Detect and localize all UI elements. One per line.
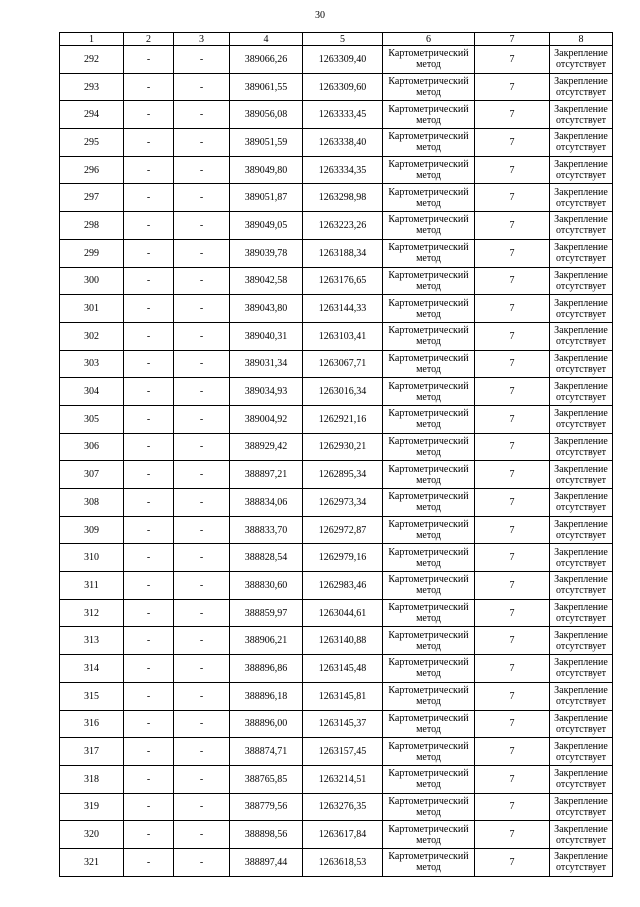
col7-cell: 7 xyxy=(475,627,550,655)
fixation-cell: Закрепление отсутствует xyxy=(550,73,613,101)
col3-cell: - xyxy=(174,544,230,572)
col2-cell: - xyxy=(124,73,174,101)
point-number-cell: 294 xyxy=(60,101,124,129)
method-cell: Картометрический метод xyxy=(383,101,475,129)
point-number-cell: 317 xyxy=(60,738,124,766)
point-number-cell: 310 xyxy=(60,544,124,572)
x-coordinate-cell: 388906,21 xyxy=(230,627,303,655)
col2-cell: - xyxy=(124,599,174,627)
col2-cell: - xyxy=(124,738,174,766)
table-row xyxy=(60,405,613,433)
y-coordinate-cell: 1263144,33 xyxy=(303,295,383,323)
col3-cell: - xyxy=(174,267,230,295)
col2-cell: - xyxy=(124,239,174,267)
point-number-cell: 312 xyxy=(60,599,124,627)
x-coordinate-cell: 389049,80 xyxy=(230,156,303,184)
x-coordinate-cell: 388834,06 xyxy=(230,489,303,517)
fixation-cell: Закрепление отсутствует xyxy=(550,793,613,821)
col7-cell: 7 xyxy=(475,433,550,461)
table-row xyxy=(60,544,613,572)
col7-cell: 7 xyxy=(475,516,550,544)
col7-cell: 7 xyxy=(475,129,550,157)
col3-cell: - xyxy=(174,433,230,461)
col7-cell: 7 xyxy=(475,765,550,793)
col7-cell: 7 xyxy=(475,710,550,738)
page-number: 30 xyxy=(315,10,325,21)
col2-cell: - xyxy=(124,129,174,157)
fixation-cell: Закрепление отсутствует xyxy=(550,544,613,572)
method-cell: Картометрический метод xyxy=(383,682,475,710)
point-number-cell: 302 xyxy=(60,322,124,350)
x-coordinate-cell: 388929,42 xyxy=(230,433,303,461)
column-header: 2 xyxy=(124,33,174,46)
col2-cell: - xyxy=(124,267,174,295)
method-cell: Картометрический метод xyxy=(383,156,475,184)
y-coordinate-cell: 1263103,41 xyxy=(303,322,383,350)
fixation-cell: Закрепление отсутствует xyxy=(550,461,613,489)
point-number-cell: 304 xyxy=(60,378,124,406)
method-cell: Картометрический метод xyxy=(383,461,475,489)
col3-cell: - xyxy=(174,295,230,323)
col7-cell: 7 xyxy=(475,101,550,129)
fixation-cell: Закрепление отсутствует xyxy=(550,212,613,240)
y-coordinate-cell: 1263145,37 xyxy=(303,710,383,738)
point-number-cell: 299 xyxy=(60,239,124,267)
col7-cell: 7 xyxy=(475,295,550,323)
col3-cell: - xyxy=(174,378,230,406)
point-number-cell: 313 xyxy=(60,627,124,655)
method-cell: Картометрический метод xyxy=(383,489,475,517)
point-number-cell: 293 xyxy=(60,73,124,101)
x-coordinate-cell: 389039,78 xyxy=(230,239,303,267)
method-cell: Картометрический метод xyxy=(383,46,475,74)
col7-cell: 7 xyxy=(475,212,550,240)
fixation-cell: Закрепление отсутствует xyxy=(550,627,613,655)
col3-cell: - xyxy=(174,572,230,600)
table-row xyxy=(60,765,613,793)
fixation-cell: Закрепление отсутствует xyxy=(550,184,613,212)
col2-cell: - xyxy=(124,627,174,655)
col7-cell: 7 xyxy=(475,73,550,101)
method-cell: Картометрический метод xyxy=(383,599,475,627)
table-row xyxy=(60,322,613,350)
column-header: 4 xyxy=(230,33,303,46)
method-cell: Картометрический метод xyxy=(383,350,475,378)
y-coordinate-cell: 1263617,84 xyxy=(303,821,383,849)
table-row xyxy=(60,599,613,627)
col7-cell: 7 xyxy=(475,821,550,849)
col7-cell: 7 xyxy=(475,572,550,600)
point-number-cell: 318 xyxy=(60,765,124,793)
method-cell: Картометрический метод xyxy=(383,655,475,683)
y-coordinate-cell: 1263176,65 xyxy=(303,267,383,295)
col3-cell: - xyxy=(174,73,230,101)
fixation-cell: Закрепление отсутствует xyxy=(550,599,613,627)
fixation-cell: Закрепление отсутствует xyxy=(550,267,613,295)
x-coordinate-cell: 388765,85 xyxy=(230,765,303,793)
fixation-cell: Закрепление отсутствует xyxy=(550,405,613,433)
col3-cell: - xyxy=(174,156,230,184)
method-cell: Картометрический метод xyxy=(383,212,475,240)
table-row xyxy=(60,295,613,323)
point-number-cell: 298 xyxy=(60,212,124,240)
col3-cell: - xyxy=(174,765,230,793)
method-cell: Картометрический метод xyxy=(383,433,475,461)
method-cell: Картометрический метод xyxy=(383,322,475,350)
col3-cell: - xyxy=(174,738,230,766)
y-coordinate-cell: 1263016,34 xyxy=(303,378,383,406)
y-coordinate-cell: 1263145,48 xyxy=(303,655,383,683)
method-cell: Картометрический метод xyxy=(383,793,475,821)
y-coordinate-cell: 1263309,40 xyxy=(303,46,383,74)
col7-cell: 7 xyxy=(475,156,550,184)
col3-cell: - xyxy=(174,710,230,738)
y-coordinate-cell: 1263157,45 xyxy=(303,738,383,766)
table-row xyxy=(60,738,613,766)
x-coordinate-cell: 389042,58 xyxy=(230,267,303,295)
y-coordinate-cell: 1262983,46 xyxy=(303,572,383,600)
col7-cell: 7 xyxy=(475,793,550,821)
x-coordinate-cell: 388779,56 xyxy=(230,793,303,821)
fixation-cell: Закрепление отсутствует xyxy=(550,516,613,544)
y-coordinate-cell: 1262972,87 xyxy=(303,516,383,544)
column-header: 1 xyxy=(60,33,124,46)
x-coordinate-cell: 389051,87 xyxy=(230,184,303,212)
col2-cell: - xyxy=(124,433,174,461)
table-row xyxy=(60,184,613,212)
col7-cell: 7 xyxy=(475,682,550,710)
point-number-cell: 320 xyxy=(60,821,124,849)
col2-cell: - xyxy=(124,793,174,821)
x-coordinate-cell: 389031,34 xyxy=(230,350,303,378)
table-row xyxy=(60,516,613,544)
point-number-cell: 292 xyxy=(60,46,124,74)
y-coordinate-cell: 1263298,98 xyxy=(303,184,383,212)
method-cell: Картометрический метод xyxy=(383,378,475,406)
col2-cell: - xyxy=(124,378,174,406)
col2-cell: - xyxy=(124,322,174,350)
y-coordinate-cell: 1262895,34 xyxy=(303,461,383,489)
table-row xyxy=(60,627,613,655)
col7-cell: 7 xyxy=(475,655,550,683)
y-coordinate-cell: 1263276,35 xyxy=(303,793,383,821)
col7-cell: 7 xyxy=(475,322,550,350)
col2-cell: - xyxy=(124,655,174,683)
y-coordinate-cell: 1263309,60 xyxy=(303,73,383,101)
x-coordinate-cell: 389061,55 xyxy=(230,73,303,101)
x-coordinate-cell: 388897,21 xyxy=(230,461,303,489)
col3-cell: - xyxy=(174,516,230,544)
x-coordinate-cell: 389049,05 xyxy=(230,212,303,240)
x-coordinate-cell: 389051,59 xyxy=(230,129,303,157)
fixation-cell: Закрепление отсутствует xyxy=(550,156,613,184)
fixation-cell: Закрепление отсутствует xyxy=(550,433,613,461)
table-row xyxy=(60,433,613,461)
point-number-cell: 305 xyxy=(60,405,124,433)
point-number-cell: 309 xyxy=(60,516,124,544)
method-cell: Картометрический метод xyxy=(383,572,475,600)
col3-cell: - xyxy=(174,848,230,876)
x-coordinate-cell: 388896,86 xyxy=(230,655,303,683)
x-coordinate-cell: 388833,70 xyxy=(230,516,303,544)
table-row xyxy=(60,682,613,710)
col2-cell: - xyxy=(124,544,174,572)
x-coordinate-cell: 388859,97 xyxy=(230,599,303,627)
col2-cell: - xyxy=(124,821,174,849)
col7-cell: 7 xyxy=(475,239,550,267)
point-number-cell: 300 xyxy=(60,267,124,295)
col3-cell: - xyxy=(174,129,230,157)
table-row xyxy=(60,73,613,101)
method-cell: Картометрический метод xyxy=(383,129,475,157)
col7-cell: 7 xyxy=(475,544,550,572)
method-cell: Картометрический метод xyxy=(383,848,475,876)
col3-cell: - xyxy=(174,599,230,627)
col3-cell: - xyxy=(174,461,230,489)
point-number-cell: 311 xyxy=(60,572,124,600)
col2-cell: - xyxy=(124,46,174,74)
x-coordinate-cell: 389066,26 xyxy=(230,46,303,74)
col3-cell: - xyxy=(174,405,230,433)
y-coordinate-cell: 1262973,34 xyxy=(303,489,383,517)
table-row xyxy=(60,46,613,74)
point-number-cell: 306 xyxy=(60,433,124,461)
col2-cell: - xyxy=(124,710,174,738)
fixation-cell: Закрепление отсутствует xyxy=(550,378,613,406)
col2-cell: - xyxy=(124,572,174,600)
table-row xyxy=(60,461,613,489)
col3-cell: - xyxy=(174,793,230,821)
col3-cell: - xyxy=(174,184,230,212)
table-row xyxy=(60,350,613,378)
fixation-cell: Закрепление отсутствует xyxy=(550,350,613,378)
method-cell: Картометрический метод xyxy=(383,73,475,101)
method-cell: Картометрический метод xyxy=(383,821,475,849)
x-coordinate-cell: 389040,31 xyxy=(230,322,303,350)
table-row xyxy=(60,267,613,295)
y-coordinate-cell: 1263334,35 xyxy=(303,156,383,184)
x-coordinate-cell: 389043,80 xyxy=(230,295,303,323)
point-number-cell: 308 xyxy=(60,489,124,517)
col2-cell: - xyxy=(124,212,174,240)
table-row xyxy=(60,129,613,157)
y-coordinate-cell: 1263140,88 xyxy=(303,627,383,655)
method-cell: Картометрический метод xyxy=(383,184,475,212)
col2-cell: - xyxy=(124,350,174,378)
x-coordinate-cell: 389034,93 xyxy=(230,378,303,406)
col2-cell: - xyxy=(124,682,174,710)
point-number-cell: 307 xyxy=(60,461,124,489)
x-coordinate-cell: 388830,60 xyxy=(230,572,303,600)
method-cell: Картометрический метод xyxy=(383,267,475,295)
point-number-cell: 316 xyxy=(60,710,124,738)
col2-cell: - xyxy=(124,765,174,793)
table-row xyxy=(60,821,613,849)
col3-cell: - xyxy=(174,239,230,267)
col7-cell: 7 xyxy=(475,738,550,766)
table-row xyxy=(60,572,613,600)
method-cell: Картометрический метод xyxy=(383,239,475,267)
x-coordinate-cell: 388896,00 xyxy=(230,710,303,738)
col2-cell: - xyxy=(124,516,174,544)
fixation-cell: Закрепление отсутствует xyxy=(550,295,613,323)
fixation-cell: Закрепление отсутствует xyxy=(550,655,613,683)
method-cell: Картометрический метод xyxy=(383,295,475,323)
y-coordinate-cell: 1262930,21 xyxy=(303,433,383,461)
col3-cell: - xyxy=(174,322,230,350)
method-cell: Картометрический метод xyxy=(383,738,475,766)
point-number-cell: 319 xyxy=(60,793,124,821)
col2-cell: - xyxy=(124,295,174,323)
col3-cell: - xyxy=(174,489,230,517)
col2-cell: - xyxy=(124,101,174,129)
x-coordinate-cell: 388898,56 xyxy=(230,821,303,849)
col2-cell: - xyxy=(124,184,174,212)
table-row xyxy=(60,212,613,240)
fixation-cell: Закрепление отсутствует xyxy=(550,101,613,129)
col3-cell: - xyxy=(174,821,230,849)
col3-cell: - xyxy=(174,212,230,240)
table-row xyxy=(60,710,613,738)
y-coordinate-cell: 1262979,16 xyxy=(303,544,383,572)
column-header: 5 xyxy=(303,33,383,46)
fixation-cell: Закрепление отсутствует xyxy=(550,322,613,350)
point-number-cell: 314 xyxy=(60,655,124,683)
column-header: 8 xyxy=(550,33,613,46)
table-row xyxy=(60,378,613,406)
col7-cell: 7 xyxy=(475,267,550,295)
y-coordinate-cell: 1263223,26 xyxy=(303,212,383,240)
method-cell: Картометрический метод xyxy=(383,516,475,544)
col7-cell: 7 xyxy=(475,461,550,489)
point-number-cell: 315 xyxy=(60,682,124,710)
col3-cell: - xyxy=(174,101,230,129)
column-header: 3 xyxy=(174,33,230,46)
point-number-cell: 295 xyxy=(60,129,124,157)
fixation-cell: Закрепление отсутствует xyxy=(550,710,613,738)
table-header-row xyxy=(60,33,613,46)
col3-cell: - xyxy=(174,46,230,74)
fixation-cell: Закрепление отсутствует xyxy=(550,738,613,766)
table-row xyxy=(60,239,613,267)
table-row xyxy=(60,848,613,876)
fixation-cell: Закрепление отсутствует xyxy=(550,129,613,157)
table-row xyxy=(60,101,613,129)
point-number-cell: 301 xyxy=(60,295,124,323)
x-coordinate-cell: 388874,71 xyxy=(230,738,303,766)
col7-cell: 7 xyxy=(475,599,550,627)
table-row xyxy=(60,489,613,517)
method-cell: Картометрический метод xyxy=(383,627,475,655)
y-coordinate-cell: 1262921,16 xyxy=(303,405,383,433)
col7-cell: 7 xyxy=(475,378,550,406)
col7-cell: 7 xyxy=(475,848,550,876)
fixation-cell: Закрепление отсутствует xyxy=(550,239,613,267)
point-number-cell: 297 xyxy=(60,184,124,212)
x-coordinate-cell: 389056,08 xyxy=(230,101,303,129)
method-cell: Картометрический метод xyxy=(383,405,475,433)
table-row xyxy=(60,156,613,184)
column-header: 6 xyxy=(383,33,475,46)
col3-cell: - xyxy=(174,350,230,378)
point-number-cell: 296 xyxy=(60,156,124,184)
fixation-cell: Закрепление отсутствует xyxy=(550,821,613,849)
fixation-cell: Закрепление отсутствует xyxy=(550,46,613,74)
coordinates-table xyxy=(59,32,613,877)
col2-cell: - xyxy=(124,461,174,489)
table-row xyxy=(60,793,613,821)
y-coordinate-cell: 1263067,71 xyxy=(303,350,383,378)
col7-cell: 7 xyxy=(475,350,550,378)
col3-cell: - xyxy=(174,627,230,655)
column-header: 7 xyxy=(475,33,550,46)
col2-cell: - xyxy=(124,156,174,184)
col2-cell: - xyxy=(124,848,174,876)
y-coordinate-cell: 1263145,81 xyxy=(303,682,383,710)
table-body xyxy=(60,46,613,877)
y-coordinate-cell: 1263333,45 xyxy=(303,101,383,129)
x-coordinate-cell: 388896,18 xyxy=(230,682,303,710)
y-coordinate-cell: 1263188,34 xyxy=(303,239,383,267)
col3-cell: - xyxy=(174,682,230,710)
fixation-cell: Закрепление отсутствует xyxy=(550,765,613,793)
col3-cell: - xyxy=(174,655,230,683)
y-coordinate-cell: 1263044,61 xyxy=(303,599,383,627)
x-coordinate-cell: 388897,44 xyxy=(230,848,303,876)
method-cell: Картометрический метод xyxy=(383,765,475,793)
col7-cell: 7 xyxy=(475,405,550,433)
col2-cell: - xyxy=(124,489,174,517)
y-coordinate-cell: 1263338,40 xyxy=(303,129,383,157)
x-coordinate-cell: 388828,54 xyxy=(230,544,303,572)
method-cell: Картометрический метод xyxy=(383,710,475,738)
x-coordinate-cell: 389004,92 xyxy=(230,405,303,433)
col7-cell: 7 xyxy=(475,489,550,517)
method-cell: Картометрический метод xyxy=(383,544,475,572)
fixation-cell: Закрепление отсутствует xyxy=(550,848,613,876)
col7-cell: 7 xyxy=(475,46,550,74)
point-number-cell: 321 xyxy=(60,848,124,876)
col7-cell: 7 xyxy=(475,184,550,212)
fixation-cell: Закрепление отсутствует xyxy=(550,572,613,600)
col2-cell: - xyxy=(124,405,174,433)
table-row xyxy=(60,655,613,683)
fixation-cell: Закрепление отсутствует xyxy=(550,489,613,517)
y-coordinate-cell: 1263214,51 xyxy=(303,765,383,793)
fixation-cell: Закрепление отсутствует xyxy=(550,682,613,710)
y-coordinate-cell: 1263618,53 xyxy=(303,848,383,876)
point-number-cell: 303 xyxy=(60,350,124,378)
